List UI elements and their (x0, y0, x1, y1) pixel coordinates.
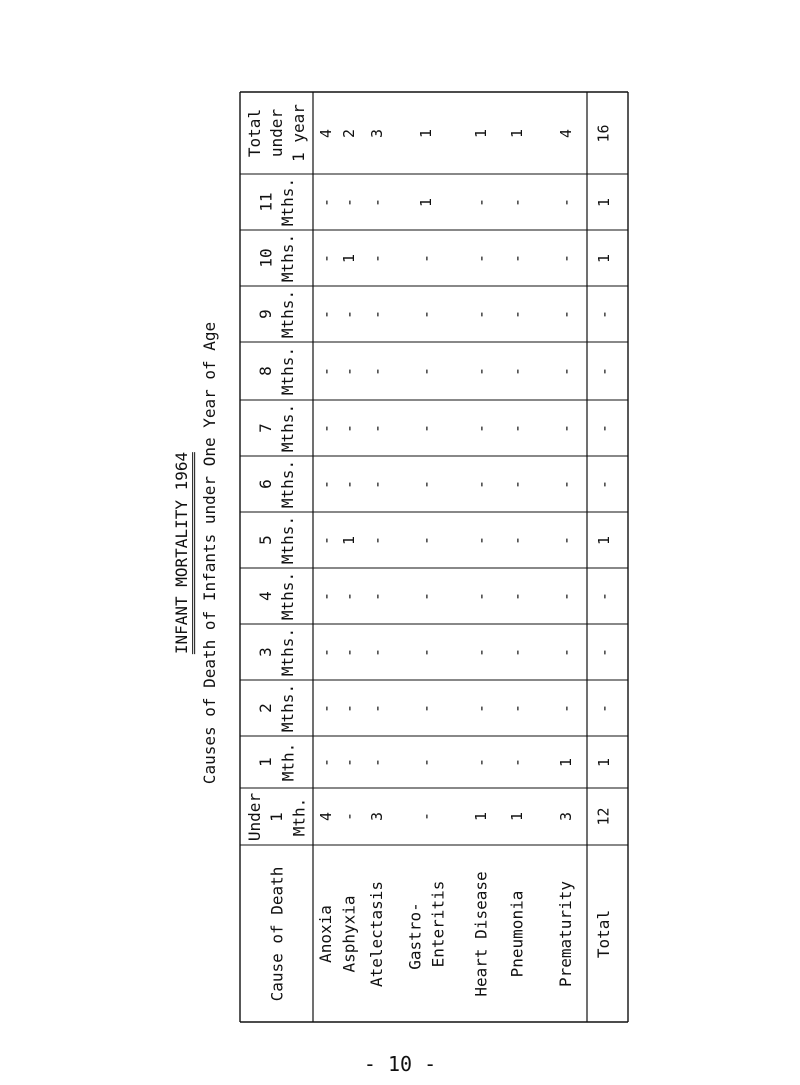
table-cell: 1 (556, 757, 575, 767)
column-header: Mths. (278, 289, 298, 339)
table-cell: - (316, 197, 335, 207)
table-cell: - (507, 309, 526, 319)
column-header: Mths. (278, 459, 298, 509)
table-cell: - (471, 703, 490, 713)
table-cell: - (471, 535, 490, 545)
table-cell: - (339, 479, 358, 489)
column-header: Cause of Death (266, 866, 286, 1001)
page-title-text: INFANT MORTALITY 1964 (172, 452, 195, 654)
table-cell: 2 (339, 128, 358, 138)
column-header: Total (245, 108, 265, 158)
table-cell: - (471, 647, 490, 657)
table-cell: - (416, 591, 435, 601)
column-header: Mths. (278, 571, 298, 621)
table-cell: - (416, 479, 435, 489)
table-cell: - (367, 309, 386, 319)
table-cell: 4 (316, 128, 335, 138)
table-cell: 1 (339, 535, 358, 545)
table-cell: - (316, 253, 335, 263)
column-header: Mths. (278, 627, 298, 677)
table-cell: - (367, 757, 386, 767)
table-cell: - (367, 423, 386, 433)
table-cell: - (507, 757, 526, 767)
table-cell: - (471, 423, 490, 433)
table-cell: - (316, 309, 335, 319)
table-cell: 3 (556, 811, 575, 822)
table-cell: 1 (471, 811, 490, 822)
cause-label: Enteritis (427, 880, 447, 967)
table-cell: - (339, 811, 358, 822)
table-cell: - (339, 757, 358, 767)
column-header: Mths. (278, 233, 298, 283)
table-cell: - (471, 366, 490, 376)
table-cell: - (416, 703, 435, 713)
table-cell: 1 (507, 811, 526, 822)
table-cell: 1 (339, 253, 358, 263)
table-cell: - (316, 591, 335, 601)
table-cell: - (339, 647, 358, 657)
table-cell: 3 (367, 128, 386, 138)
table-cell: - (471, 197, 490, 207)
column-header: 11 (256, 192, 276, 212)
table-cell: - (416, 535, 435, 545)
total-label: Total (594, 909, 614, 958)
table-cell-total: 1 (594, 197, 613, 207)
column-header: 8 (255, 366, 275, 376)
table-cell: - (507, 535, 526, 545)
table-cell: - (416, 309, 435, 319)
table-cell: - (367, 366, 386, 376)
column-header: 1 (255, 757, 275, 767)
table-cell: - (416, 423, 435, 433)
cause-label: Gastro- (405, 901, 425, 970)
table-cell: 1 (507, 128, 526, 138)
table-cell-total: 1 (594, 535, 613, 545)
table-cell: - (367, 591, 386, 601)
column-header: Mth. (288, 797, 308, 836)
table-cell: - (507, 703, 526, 713)
table-cell: - (507, 591, 526, 601)
table-cell: - (367, 535, 386, 545)
table-cell-total: - (594, 366, 613, 376)
table-cell: 1 (416, 197, 435, 207)
table-cell-total: - (594, 423, 613, 433)
column-header: Mths. (278, 177, 298, 227)
column-header: 1 (266, 811, 286, 822)
table-cell: - (556, 703, 575, 713)
table-cell-total: 12 (594, 807, 613, 826)
table-cell: - (507, 253, 526, 263)
table-cell: - (556, 309, 575, 319)
column-header: Mths. (278, 403, 298, 453)
table-cell: - (556, 253, 575, 263)
table-cell-total: - (594, 647, 613, 657)
table-cell: - (367, 479, 386, 489)
table-cell: - (471, 253, 490, 263)
table-cell: - (471, 479, 490, 489)
table-cell: 1 (471, 128, 490, 138)
table-cell: - (416, 757, 435, 767)
table-cell: - (316, 703, 335, 713)
table-cell: - (507, 197, 526, 207)
page-title (174, 452, 190, 654)
table-cell: - (316, 366, 335, 376)
table-cell: - (416, 253, 435, 263)
table-cell: - (316, 479, 335, 489)
table-cell: - (416, 811, 435, 822)
table-cell: - (556, 366, 575, 376)
table-cell: - (416, 647, 435, 657)
table-cell: - (507, 479, 526, 489)
table-cell-total: - (594, 309, 613, 319)
column-header: Mths. (278, 515, 298, 565)
cause-label: Atelectasis (366, 880, 386, 987)
page-number: - 10 - (363, 1052, 437, 1076)
column-header: Mth. (277, 742, 297, 782)
table-cell: - (556, 591, 575, 601)
table-cell: - (339, 197, 358, 207)
table-cell-total: - (594, 591, 613, 601)
table-cell-total: - (594, 479, 613, 489)
table-cell: - (339, 591, 358, 601)
table-cell: - (556, 647, 575, 657)
cause-label: Heart Disease (471, 870, 491, 997)
cause-label: Prematurity (555, 880, 575, 987)
table-cell: - (339, 703, 358, 713)
column-header: under (267, 108, 287, 158)
column-header: 6 (255, 479, 275, 489)
table-cell: - (367, 703, 386, 713)
table-cell: - (416, 366, 435, 376)
table-cell-total: 1 (594, 757, 613, 767)
table-cell: 1 (416, 128, 435, 138)
table-cell: 4 (316, 811, 335, 822)
table-cell-total: 1 (594, 253, 613, 263)
table-cell: - (367, 253, 386, 263)
column-header: 7 (255, 423, 275, 433)
table-cell: - (367, 647, 386, 657)
cause-label: Asphyxia (339, 894, 359, 973)
table-cell: - (316, 535, 335, 545)
table-cell: - (471, 309, 490, 319)
table-cell: - (316, 423, 335, 433)
table-cell: - (471, 757, 490, 767)
table-cell: - (507, 423, 526, 433)
table-cell: - (471, 591, 490, 601)
column-header: 1 year (288, 104, 308, 162)
column-header: Under (245, 792, 265, 841)
table-cell: - (556, 535, 575, 545)
table-cell: - (556, 423, 575, 433)
table-cell: - (339, 423, 358, 433)
table-cell: 3 (367, 811, 386, 822)
column-header: 10 (256, 248, 276, 268)
cause-label: Pneumonia (506, 890, 526, 977)
table-cell: - (507, 366, 526, 376)
cause-label: Anoxia (315, 904, 335, 963)
column-header: Mths. (278, 346, 298, 396)
table-cell-total: - (594, 703, 613, 713)
table-cell: - (556, 479, 575, 489)
column-header: 3 (255, 647, 275, 657)
table-cell-total: 16 (594, 123, 613, 143)
page-subtitle: Causes of Death of Infants under One Year of Age (200, 321, 220, 785)
column-header: Mths. (278, 683, 298, 733)
column-header: 5 (255, 535, 275, 545)
table-cell: - (339, 309, 358, 319)
column-header: 2 (255, 703, 275, 713)
table-cell: - (316, 647, 335, 657)
table-cell: - (339, 366, 358, 376)
table-cell: - (556, 197, 575, 207)
table-cell: - (507, 647, 526, 657)
table-cell: - (316, 757, 335, 767)
table-cell: - (367, 197, 386, 207)
column-header: 9 (255, 309, 275, 319)
column-header: 4 (255, 591, 275, 601)
table-cell: 4 (556, 128, 575, 138)
